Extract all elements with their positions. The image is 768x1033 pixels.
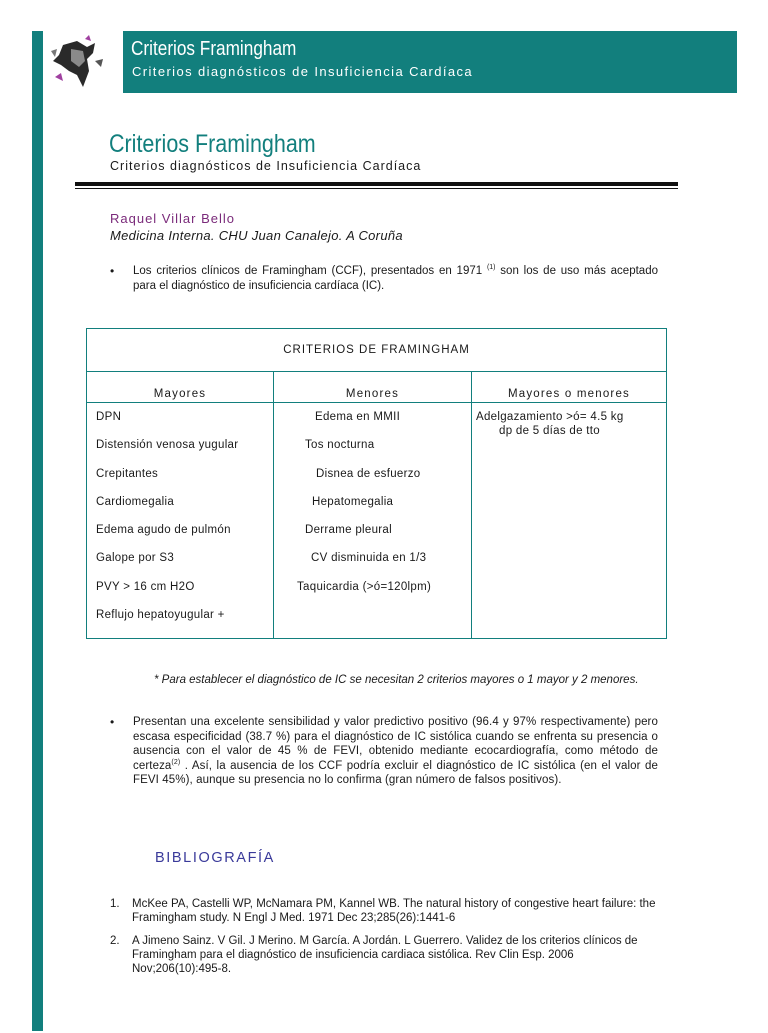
- menores-column: [274, 403, 472, 639]
- reference-text: McKee PA, Castelli WP, McNamara PM, Kannel WB. The natural history of congestive heart failure: the Framingham study. N Engl J Med. 1971 Dec 23;285(26):1441-6: [132, 898, 656, 924]
- list-item: Derrame pleural: [305, 524, 392, 537]
- header-subtitle: Criterios diagnósticos de Insuficiencia Cardíaca: [132, 64, 474, 79]
- bibliography-heading: BIBLIOGRAFÍA: [155, 850, 275, 866]
- list-item: CV disminuida en 1/3: [311, 552, 427, 565]
- reference-list: [110, 897, 658, 985]
- column-header-mayores: Mayores: [87, 372, 274, 403]
- author-name: Raquel Villar Bello: [110, 211, 235, 226]
- document-title: Criterios Framingham: [109, 130, 316, 158]
- mayores-column: [87, 403, 274, 639]
- second-citation: (2): [171, 758, 181, 766]
- logo: [43, 31, 123, 93]
- heart-illustration-icon: [43, 31, 123, 93]
- second-text-2: . Así, la ausencia de los CCF podría excluir el diagnóstico de IC sistólica (en el valor de FEVI 45%), aunque su presencia no lo confirma (gran número de falsos positivos).: [133, 759, 658, 786]
- list-item: Tos nocturna: [305, 439, 375, 452]
- intro-paragraph: [110, 264, 658, 293]
- list-item: dp de 5 días de tto: [499, 425, 600, 437]
- intro-text-2: son los de uso más aceptado para el diagnóstico de insuficiencia cardíaca (IC).: [133, 265, 658, 292]
- list-item: Adelgazamiento >ó= 4.5 kg: [476, 411, 624, 423]
- list-item: Distensión venosa yugular: [96, 439, 239, 452]
- list-item: Hepatomegalia: [312, 495, 394, 508]
- list-item: Cardiomegalia: [96, 495, 175, 508]
- list-item: Edema agudo de pulmón: [96, 524, 231, 537]
- table-title: CRITERIOS DE FRAMINGHAM: [87, 329, 667, 372]
- title-rule-thick: [75, 182, 678, 186]
- list-item: Edema en MMII: [315, 411, 401, 423]
- diagnosis-note: * Para establecer el diagnóstico de IC se necesitan 2 criterios mayores o 1 mayor y 2 menores.: [154, 674, 639, 686]
- list-item: Galope por S3: [96, 552, 175, 565]
- criteria-table: [86, 328, 667, 639]
- reference-number: 2.: [110, 935, 120, 947]
- list-item: Disnea de esfuerzo: [316, 467, 421, 480]
- mayores-o-menores-column: [472, 403, 667, 639]
- author-affiliation: Medicina Interna. CHU Juan Canalejo. A Coruña: [110, 228, 403, 243]
- bullet-icon: •: [110, 264, 115, 278]
- list-item: PVY > 16 cm H2O: [96, 580, 195, 593]
- list-item: Crepitantes: [96, 467, 159, 480]
- reference-text: A Jimeno Sainz. V Gil. J Merino. M García. A Jordán. L Guerrero. Validez de los criterios clínicos de Framingham para el diagnóstico de insuficiencia cardiaca sistólica. Rev Clin Esp. 2006 Nov;206(10):495-8.: [132, 935, 638, 975]
- reference-item: [110, 934, 658, 976]
- document-subtitle: Criterios diagnósticos de Insuficiencia Cardíaca: [110, 159, 422, 173]
- column-header-menores: Menores: [274, 372, 472, 403]
- intro-citation: (1): [486, 264, 496, 272]
- list-item: DPN: [96, 411, 122, 423]
- second-text-1: Presentan una excelente sensibilidad y valor predictivo positivo (96.4 y 97% respectivamente) pero escasa especificidad (38.7 %) para el diagnóstico de IC sistólica cuando se enfrenta su presencia o ausencia con el valor de 45 % de FEVI, obtenido mediante ecocardiografía, como método de certeza: [133, 716, 658, 772]
- list-item: Taquicardia (>ó=120lpm): [297, 580, 432, 593]
- intro-text-1: Los criterios clínicos de Framingham (CCF), presentados en 1971: [133, 265, 487, 277]
- reference-item: [110, 897, 658, 925]
- bullet-icon: •: [110, 715, 115, 729]
- header-title: Criterios Framingham: [131, 38, 297, 60]
- second-paragraph: [110, 715, 658, 788]
- list-item: Reflujo hepatoyugular +: [96, 609, 225, 622]
- column-header-mayores-o-menores: Mayores o menores: [472, 372, 667, 403]
- title-rule-thin: [75, 188, 678, 189]
- reference-number: 1.: [110, 898, 120, 910]
